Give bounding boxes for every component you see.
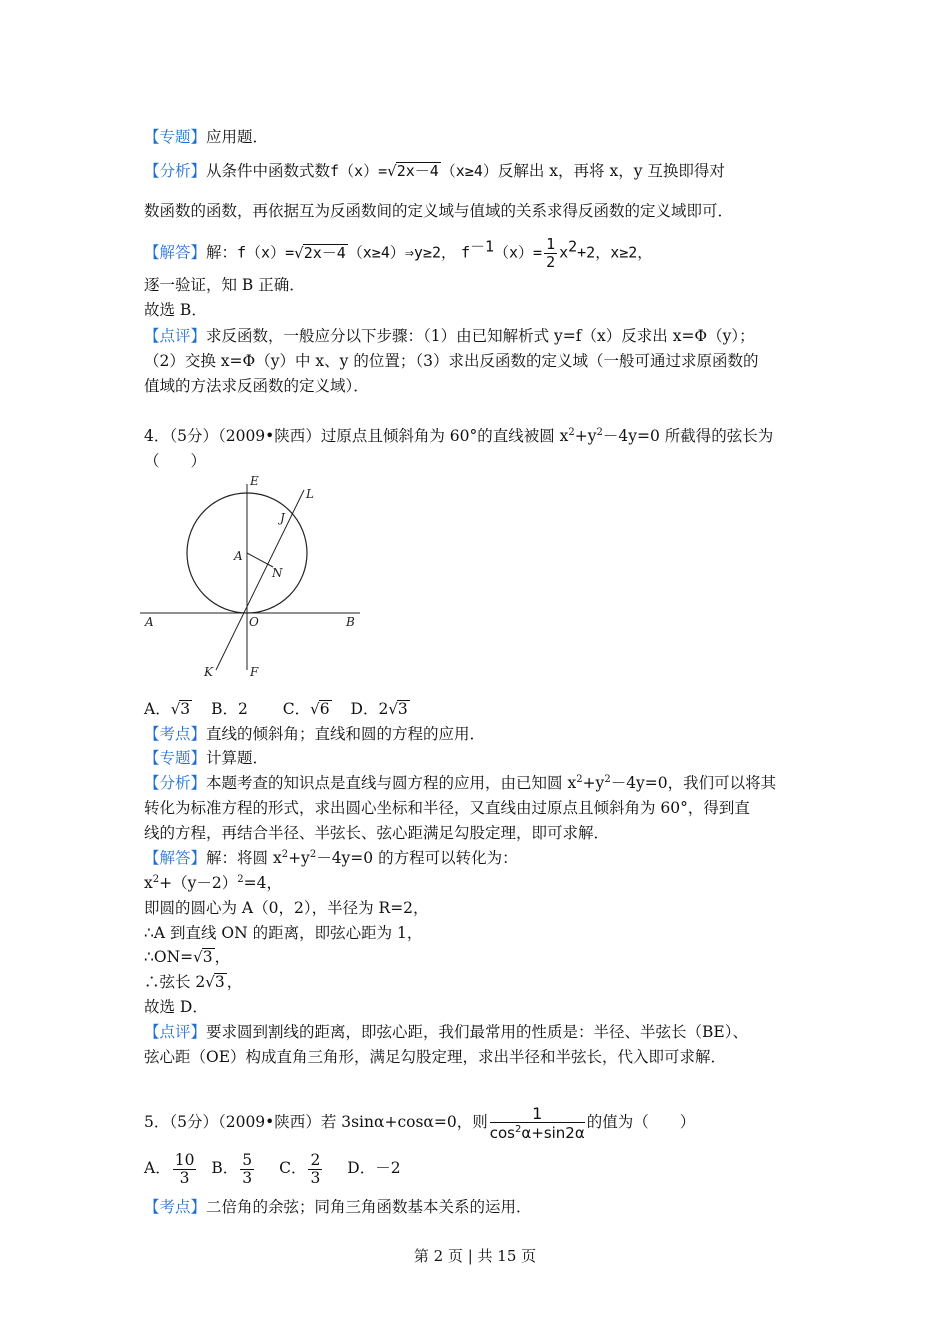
sup: 2 <box>309 849 317 860</box>
q4-solution-line4: ∴A 到直线 ON 的距离，即弦心距为 1， <box>144 924 423 942</box>
numerator: 1 <box>490 1105 585 1123</box>
sup: 2 <box>568 427 575 438</box>
q4-solution-line3: 即圆的圆心为 A（0，2），半径为 R=2， <box>144 899 429 917</box>
sqrt-symbol: √ <box>170 700 181 718</box>
text: +（y－2） <box>159 874 238 892</box>
label-N: N <box>272 566 283 580</box>
q4-circle-figure <box>140 470 380 685</box>
tag: 【点评】 <box>144 1023 207 1041</box>
q4-analysis-line2: 转化为标准方程的形式，求出圆心坐标和半径，又直线由过原点且倾斜角为 60°，得到直 <box>144 799 750 817</box>
sqrt-symbol: √ <box>310 700 320 718</box>
q4-special <box>144 747 268 769</box>
tag: 【解答】 <box>144 243 207 262</box>
sup: 2 <box>604 774 611 785</box>
fraction <box>490 1105 585 1142</box>
denominator: 3 <box>242 1168 253 1187</box>
sqrt-symbol: √ <box>205 973 215 991</box>
secant-line <box>216 490 304 670</box>
tag: 【分析】 <box>144 774 207 792</box>
text: －4y=0 的方程可以转化为： <box>316 849 518 867</box>
fraction <box>544 236 557 271</box>
text: 从条件中函数式数 <box>206 162 331 180</box>
label-E: E <box>250 474 259 488</box>
math: x <box>559 243 569 262</box>
sqrt-symbol: √ <box>388 700 398 718</box>
text: 要求圆到割线的距离，即弦心距，我们最常用的性质是：半径、半弦长（BE）、 <box>206 1023 748 1041</box>
q3-analysis-line1 <box>144 160 725 182</box>
sup: 2 <box>237 874 244 885</box>
text: 应用题． <box>206 128 269 146</box>
radicand: 2x－4 <box>303 243 346 262</box>
sup: 2 <box>576 774 583 785</box>
label-A-center: A <box>234 549 243 563</box>
text: 计算题． <box>206 749 269 767</box>
sup: 2 <box>596 427 603 438</box>
q4-comment-line1 <box>144 1021 748 1043</box>
text: +y <box>582 774 605 792</box>
text: 反解出 x，再将 x，y 互换即得对 <box>497 162 725 180</box>
label-B: B <box>346 615 355 629</box>
text: +y <box>574 427 597 445</box>
text: 5．（5分）（2009•陕西）若 3sinα+cosα=0，则 <box>144 1113 488 1131</box>
sup: 2 <box>152 874 160 885</box>
option-a-fraction <box>173 1152 197 1187</box>
radicand: 3 <box>202 948 213 966</box>
tag: 【专题】 <box>144 749 207 767</box>
option-c-fraction <box>308 1152 322 1187</box>
text: －4y=0，我们可以将其 <box>610 774 777 792</box>
q3-solution-line <box>144 236 652 271</box>
numerator: 10 <box>174 1150 195 1169</box>
sqrt-symbol: √ <box>387 162 397 180</box>
math: （x）= <box>494 243 543 262</box>
q4-analysis-line1 <box>144 772 776 794</box>
sup: 2 <box>514 1123 522 1135</box>
denominator: 3 <box>310 1168 321 1187</box>
q5-kaodian <box>144 1196 532 1218</box>
math: f（x）= <box>237 243 295 262</box>
q4-analysis-line3: 线的方程，再结合半径、半弦长、弦心距满足勾股定理，即可求解． <box>144 824 610 842</box>
page-footer: 第 2 页 | 共 15 页 <box>413 1247 537 1265</box>
numerator: 2 <box>310 1150 321 1169</box>
math: （x≥4）⇒y≥2， <box>347 243 456 262</box>
option-b: B． <box>211 1159 239 1177</box>
math: +2，x≥2， <box>577 243 653 262</box>
denominator: 3 <box>179 1168 190 1187</box>
label-F: F <box>250 665 259 679</box>
den-text: α+sin2α <box>521 1123 585 1142</box>
math: f <box>460 243 470 262</box>
tag: 【解答】 <box>144 849 207 867</box>
option-a: A． <box>144 700 171 718</box>
q4-solution-line1 <box>144 847 518 869</box>
tag: 【专题】 <box>144 128 207 146</box>
text: 的值为（ ） <box>586 1113 696 1131</box>
text: ∴弦长 2 <box>144 973 206 991</box>
q3-verify: 逐一验证，知 B 正确． <box>144 276 305 294</box>
perpendicular-segment <box>247 553 273 567</box>
q4-stem-paren: （ ） <box>144 452 207 470</box>
tag: 【考点】 <box>144 725 207 743</box>
option-a: A． <box>144 1159 171 1177</box>
option-d: D．－2 <box>347 1159 401 1177</box>
text: ∴ON= <box>144 948 194 966</box>
option-c: C． <box>279 1159 307 1177</box>
math: f（x）= <box>330 162 388 180</box>
numerator: 1 <box>546 235 556 253</box>
text: 4．（5分）（2009•陕西）过原点且倾斜角为 60°的直线被圆 x <box>144 427 569 445</box>
text: ， <box>214 948 231 966</box>
label-L: L <box>306 487 314 501</box>
text: 本题考查的知识点是直线与圆方程的应用，由已知圆 x <box>206 774 577 792</box>
text: 解：将圆 x <box>206 849 282 867</box>
radicand: 2x－4 <box>396 162 439 180</box>
text: －4y=0 所截得的弦长为 <box>602 427 774 445</box>
label-J: J <box>280 511 285 525</box>
text: x <box>144 874 153 892</box>
text: 解： <box>206 243 238 262</box>
sqrt-symbol: √ <box>294 243 304 262</box>
sup: 2 <box>568 237 578 256</box>
q3-comment-line2: （2）交换 x=Φ（y）中 x、y 的位置；（3）求出反函数的定义域（一般可通过求原函数的 <box>144 352 759 370</box>
option-b-fraction <box>240 1152 254 1187</box>
q4-solution-line5 <box>144 946 230 968</box>
q4-solution-line2 <box>144 872 282 894</box>
text: +y <box>288 849 310 867</box>
option-c: C． <box>282 700 311 718</box>
numerator: 5 <box>242 1150 253 1169</box>
radicand: 3 <box>397 700 408 718</box>
text: 求反函数，一般应分以下步骤：（1）由已知解析式 y=f（x）反求出 x=Φ（y）； <box>206 327 755 345</box>
sup: －1 <box>469 237 494 256</box>
radicand: 3 <box>180 700 191 718</box>
tag: 【考点】 <box>144 1198 207 1216</box>
q4-stem <box>144 425 773 447</box>
q3-special <box>144 126 268 148</box>
q4-solution-line7: 故选 D． <box>144 998 208 1016</box>
q4-comment-line2: 弦心距（OE）构成直角三角形，满足勾股定理，求出半径和半弦长，代入即可求解． <box>144 1048 727 1066</box>
q3-analysis-line2: 数函数的函数，再依据互为反函数间的定义域与值域的关系求得反函数的定义域即可． <box>144 202 734 220</box>
tag: 【点评】 <box>144 327 207 345</box>
q4-solution-line6 <box>144 971 242 993</box>
text: ， <box>226 973 243 991</box>
option-d: D．2 <box>350 700 389 718</box>
label-K: K <box>204 665 213 679</box>
radicand: 6 <box>319 700 330 718</box>
q3-comment-line1 <box>144 325 755 347</box>
q4-options <box>144 698 410 720</box>
text: 直线的倾斜角；直线和圆的方程的应用． <box>206 725 486 743</box>
q5-stem <box>144 1100 695 1144</box>
text: =4， <box>243 874 282 892</box>
q5-options <box>144 1148 401 1188</box>
q3-choose: 故选 B． <box>144 301 207 319</box>
math: （x≥4） <box>440 162 498 180</box>
sup: 2 <box>281 849 289 860</box>
radicand: 3 <box>214 973 225 991</box>
q4-kaodian <box>144 723 485 745</box>
option-b: B．2 <box>211 700 248 718</box>
label-A-axis: A <box>145 615 154 629</box>
q3-comment-line3: 值域的方法求反函数的定义域）． <box>144 377 369 395</box>
label-O: O <box>249 615 259 629</box>
tag: 【分析】 <box>144 162 207 180</box>
denominator: 2 <box>546 253 556 271</box>
text: 二倍角的余弦；同角三角函数基本关系的运用． <box>206 1198 532 1216</box>
den-text: cos <box>489 1123 515 1142</box>
sqrt-symbol: √ <box>193 948 203 966</box>
denominator <box>490 1123 585 1142</box>
